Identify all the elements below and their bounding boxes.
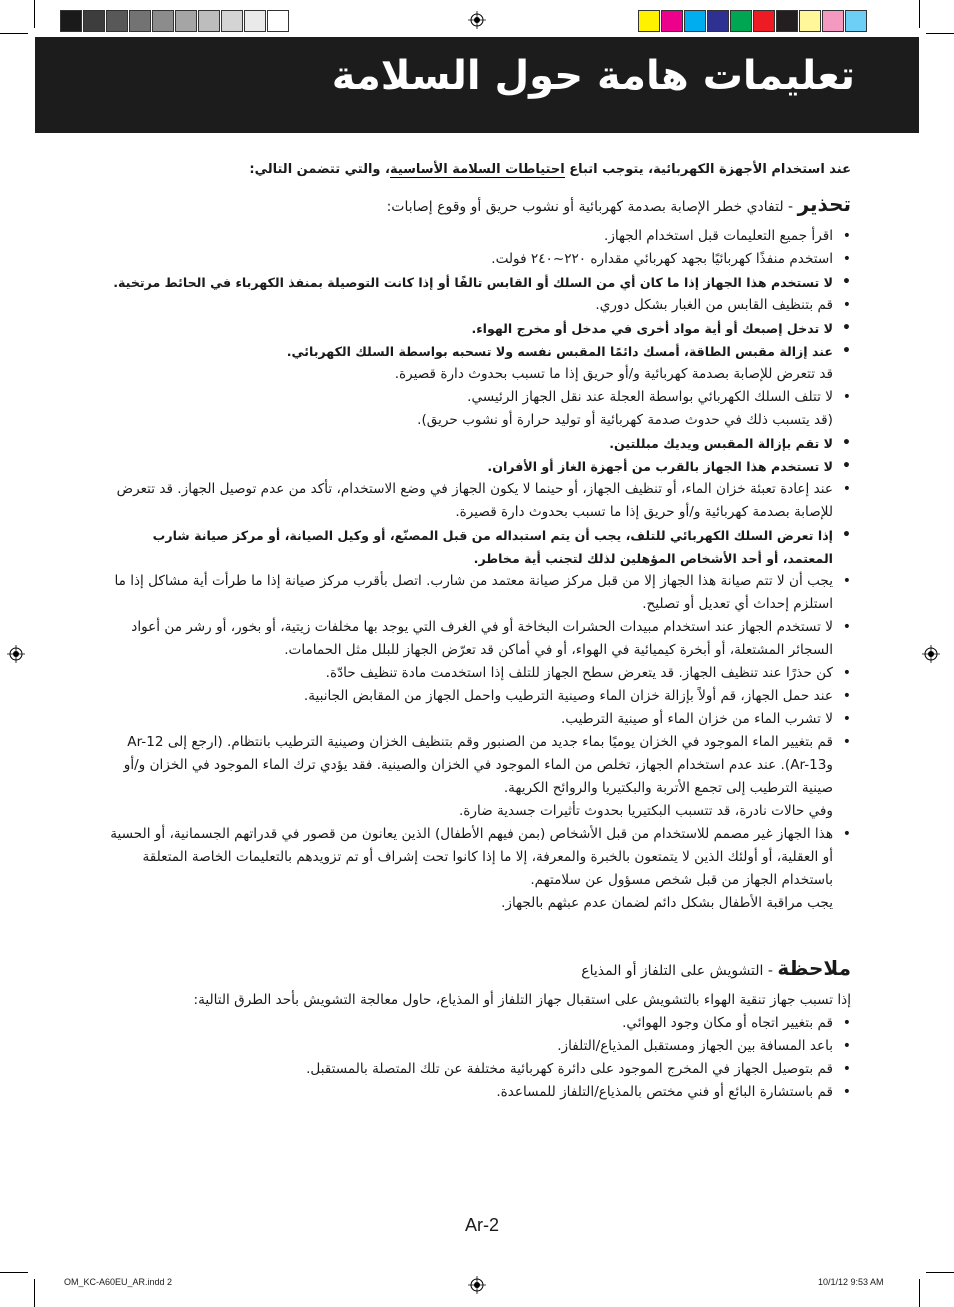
color-swatch	[221, 10, 243, 32]
note-section	[103, 957, 851, 1104]
intro-paragraph	[103, 158, 851, 181]
color-swatch	[661, 10, 683, 32]
color-swatch	[845, 10, 867, 32]
warning-item	[103, 524, 851, 570]
note-item: • قم بتغيير اتجاه أو مكان وجود الهوائي.	[103, 1012, 851, 1035]
color-swatch	[753, 10, 775, 32]
color-swatch	[152, 10, 174, 32]
warning-item	[103, 616, 851, 662]
note-item: • باعد المسافة بين الجهاز ومستقبل المذياع/التلفاز.	[103, 1035, 851, 1058]
crop-mark	[919, 0, 920, 28]
warning-item	[103, 455, 851, 478]
color-swatch	[129, 10, 151, 32]
warning-item-text: إذا تعرض السلك الكهربائي للتلف، يجب أن يتم استبداله من قبل المصنّع، أو وكيل الصيانة، أو مركز صيانة شارب المعتمد، أو أحد الأشخاص المؤهلين لذلك لتجنب أية مخاطر.	[152, 528, 833, 566]
warning-item	[103, 662, 851, 685]
page-number: Ar-2	[464, 1215, 499, 1235]
warning-item	[103, 570, 851, 616]
note-item: • قم بتوصيل الجهاز في المخرج الموجود على دائرة كهربائية مختلفة عن تلك المتصلة بالمستقبل.	[103, 1058, 851, 1081]
warning-text: - لتفادي خطر الإصابة بصدمة كهربائية أو نشوب حريق أو وقوع إصابات:	[386, 199, 798, 215]
warning-item-continuation: يجب مراقبة الأطفال بشكل دائم لضمان عدم عبثهم بالجهاز.	[501, 895, 833, 911]
note-item: • قم باستشارة البائع أو فني مختص بالمذياع/التلفاز للمساعدة.	[103, 1081, 851, 1104]
warning-item-text: لا تستخدم هذا الجهاز بالقرب من أجهزة الغاز أو الأفران.	[487, 459, 833, 474]
color-swatch	[730, 10, 752, 32]
warning-item-text: لا تشرب الماء من خزان الماء أو صينية الترطيب.	[560, 711, 833, 727]
warning-item-text: لا تقم بإزالة المقبس ويديك مبللتين.	[609, 436, 833, 451]
page-title: تعليمات هامة حول السلامة	[331, 53, 855, 99]
note-text: - التشويش على التلفاز أو المذياع	[581, 963, 778, 979]
warning-item-text: كن حذرًا عند تنظيف الجهاز. قد يتعرض سطح الجهاز للتلف إذا استخدمت مادة تنظيف حادّة.	[325, 665, 833, 681]
warning-item-text: عند حمل الجهاز، قم أولاً بإزالة خزان الماء وصينية الترطيب واحمل الجهاز من المقابض الجانبية.	[303, 688, 833, 704]
crop-mark	[34, 1279, 35, 1307]
warning-item-text: اقرأ جميع التعليمات قبل استخدام الجهاز.	[604, 228, 833, 244]
warning-item-text: استخدم منفذًا كهربائيًا بجهد كهربائي مقداره ٢٢٠~٢٤٠ فولت.	[491, 251, 833, 267]
color-swatch	[60, 10, 82, 32]
note-keyword: ملاحظة	[777, 956, 851, 980]
warning-item-text: لا تستخدم هذا الجهاز إذا ما كان أي من السلك أو القابس تالفًا أو إذا كانت التوصيلة بمنفذ الكهرباء في الحائط مرتخية.	[113, 275, 833, 290]
warning-item	[103, 317, 851, 340]
registration-mark-icon	[922, 645, 940, 663]
color-swatch	[175, 10, 197, 32]
warning-item-text: يجب أن لا تتم صيانة هذا الجهاز إلا من قبل مركز صيانة معتمد من شارب. اتصل بأقرب مركز صيانة إذا ما طرأت أية مشاكل إذا ما استلزم إحداث أي تعديل أو تصليح.	[114, 573, 833, 612]
title-banner	[35, 37, 919, 133]
warning-item-continuation: (قد يتسبب ذلك في حدوث صدمة كهربائية أو توليد حرارة أو نشوب حريق).	[417, 412, 833, 428]
warning-item	[103, 386, 851, 409]
crop-mark	[926, 1272, 954, 1273]
warning-item	[103, 708, 851, 731]
warning-item-text: عند إعادة تعبئة خزان الماء، أو تنظيف الجهاز، أو حينما لا يكون الجهاز في وضع الاستخدام، تأكد من عدم توصيل الجهاز. قد تتعرض للإصابة بصدمة كهربائية و/أو حريق إذا ما تسبب بحدوث دارة قصيرة.	[116, 481, 833, 520]
warning-item	[103, 478, 851, 524]
color-swatch	[244, 10, 266, 32]
registration-mark-icon	[468, 11, 486, 29]
intro-text-after: ، والتي تتضمن التالي:	[249, 162, 390, 177]
color-swatch	[267, 10, 289, 32]
warning-item-continuation: وفي حالات نادرة، قد تتسبب البكتيريا بحدوث تأثيرات جسدية ضارة.	[458, 803, 833, 819]
note-heading	[103, 957, 851, 983]
warning-item-continuation: قد تتعرض للإصابة بصدمة كهربائية و/أو حريق إذا ما تسبب بحدوث دارة قصيرة.	[394, 366, 833, 382]
warning-item-text: هذا الجهاز غير مصمم للاستخدام من قبل الأشخاص (بمن فيهم الأطفال) الذين يعانون من قصور في قدراتهم الجسمانية، أو الحسية أو العقلية، أو أولئك الذين لا يتمتعون بالخبرة والمعرفة، إلا ما إذا كانوا تحت إشراف أو تم تزويدهم بالتعليمات الخاصة المتعلقة باستخدام الجهاز من قبل شخص مسؤول عن سلامتهم.	[110, 826, 833, 888]
registration-mark-icon	[7, 645, 25, 663]
registration-mark-icon	[468, 1276, 486, 1294]
warning-item	[103, 225, 851, 248]
warning-item-text: قم بتغيير الماء الموجود في الخزان يوميًا بماء جديد من الصنبور وقم بتنظيف الخزان وصينية الترطيب بانتظام. (ارجع إلى Ar-12 وAr-13). عند عدم استخدام الجهاز، تخلص من الماء الموجود في الخزان والصينية. فقد يؤدي ترك الماء الموجود في الخزان و/أو صينية الترطيب إلى تجمع الأتربة والبكتيريا والروائح الكريهة.	[123, 734, 833, 796]
crop-mark	[34, 0, 35, 28]
note-list	[103, 1012, 851, 1104]
intro-underlined-text: احتياطات السلامة الأساسية	[389, 162, 565, 177]
footer-filename: OM_KC-A60EU_AR.indd 2	[64, 1277, 173, 1287]
color-swatch	[106, 10, 128, 32]
crop-mark	[0, 1272, 28, 1273]
color-swatch	[638, 10, 660, 32]
warning-heading	[103, 193, 851, 219]
color-swatch	[684, 10, 706, 32]
warning-item-text: لا تدخل إصبعك أو أية مواد أخرى في مدخل أو مخرج الهواء.	[471, 321, 833, 336]
warning-item-text: لا تتلف السلك الكهربائي بواسطة العجلة عند نقل الجهاز الرئيسي.	[467, 389, 833, 405]
warning-item-text: لا تستخدم الجهاز عند استخدام مبيدات الحشرات البخاخة أو في الغرف التي يوجد بها مخلفات زيتية، أو بخور، أو رشر من أعواد السجائر المشتعلة، أو أبخرة كيميائية في الهواء، أو في أماكن قد تعرّض الجهاز للبلل مثل الحمامات.	[131, 619, 833, 658]
grayscale-color-bar	[60, 10, 290, 32]
intro-text-before: عند استخدام الأجهزة الكهربائية، يتوجب اتباع	[564, 162, 851, 177]
color-swatch	[822, 10, 844, 32]
process-color-bar	[638, 10, 868, 32]
warning-item	[103, 294, 851, 317]
footer-timestamp: 10/1/12 9:53 AM	[818, 1277, 884, 1287]
color-swatch	[776, 10, 798, 32]
warning-item	[103, 731, 851, 800]
color-swatch	[707, 10, 729, 32]
main-content	[103, 158, 851, 1104]
warning-item	[103, 248, 851, 271]
color-swatch	[799, 10, 821, 32]
warning-item-text: عند إزالة مقبس الطاقة، أمسك دائمًا المقبس نفسه ولا تسحبه بواسطة السلك الكهربائي.	[286, 344, 833, 359]
warning-item	[103, 823, 851, 892]
warning-item	[103, 432, 851, 455]
note-intro: إذا تسبب جهاز تنقية الهواء بالتشويش على استقبال جهاز التلفاز أو المذياع، حاول معالجة التشويش بأحد الطرق التالية:	[193, 992, 851, 1008]
warning-item	[103, 340, 851, 363]
warning-item	[103, 685, 851, 708]
crop-mark	[919, 1279, 920, 1307]
warning-list	[103, 225, 851, 915]
warning-keyword: تحذير	[797, 192, 851, 216]
crop-mark	[0, 33, 28, 34]
crop-mark	[926, 33, 954, 34]
warning-item-text: قم بتنظيف القابس من الغبار بشكل دوري.	[595, 297, 833, 313]
warning-item	[103, 271, 851, 294]
color-swatch	[83, 10, 105, 32]
color-swatch	[198, 10, 220, 32]
